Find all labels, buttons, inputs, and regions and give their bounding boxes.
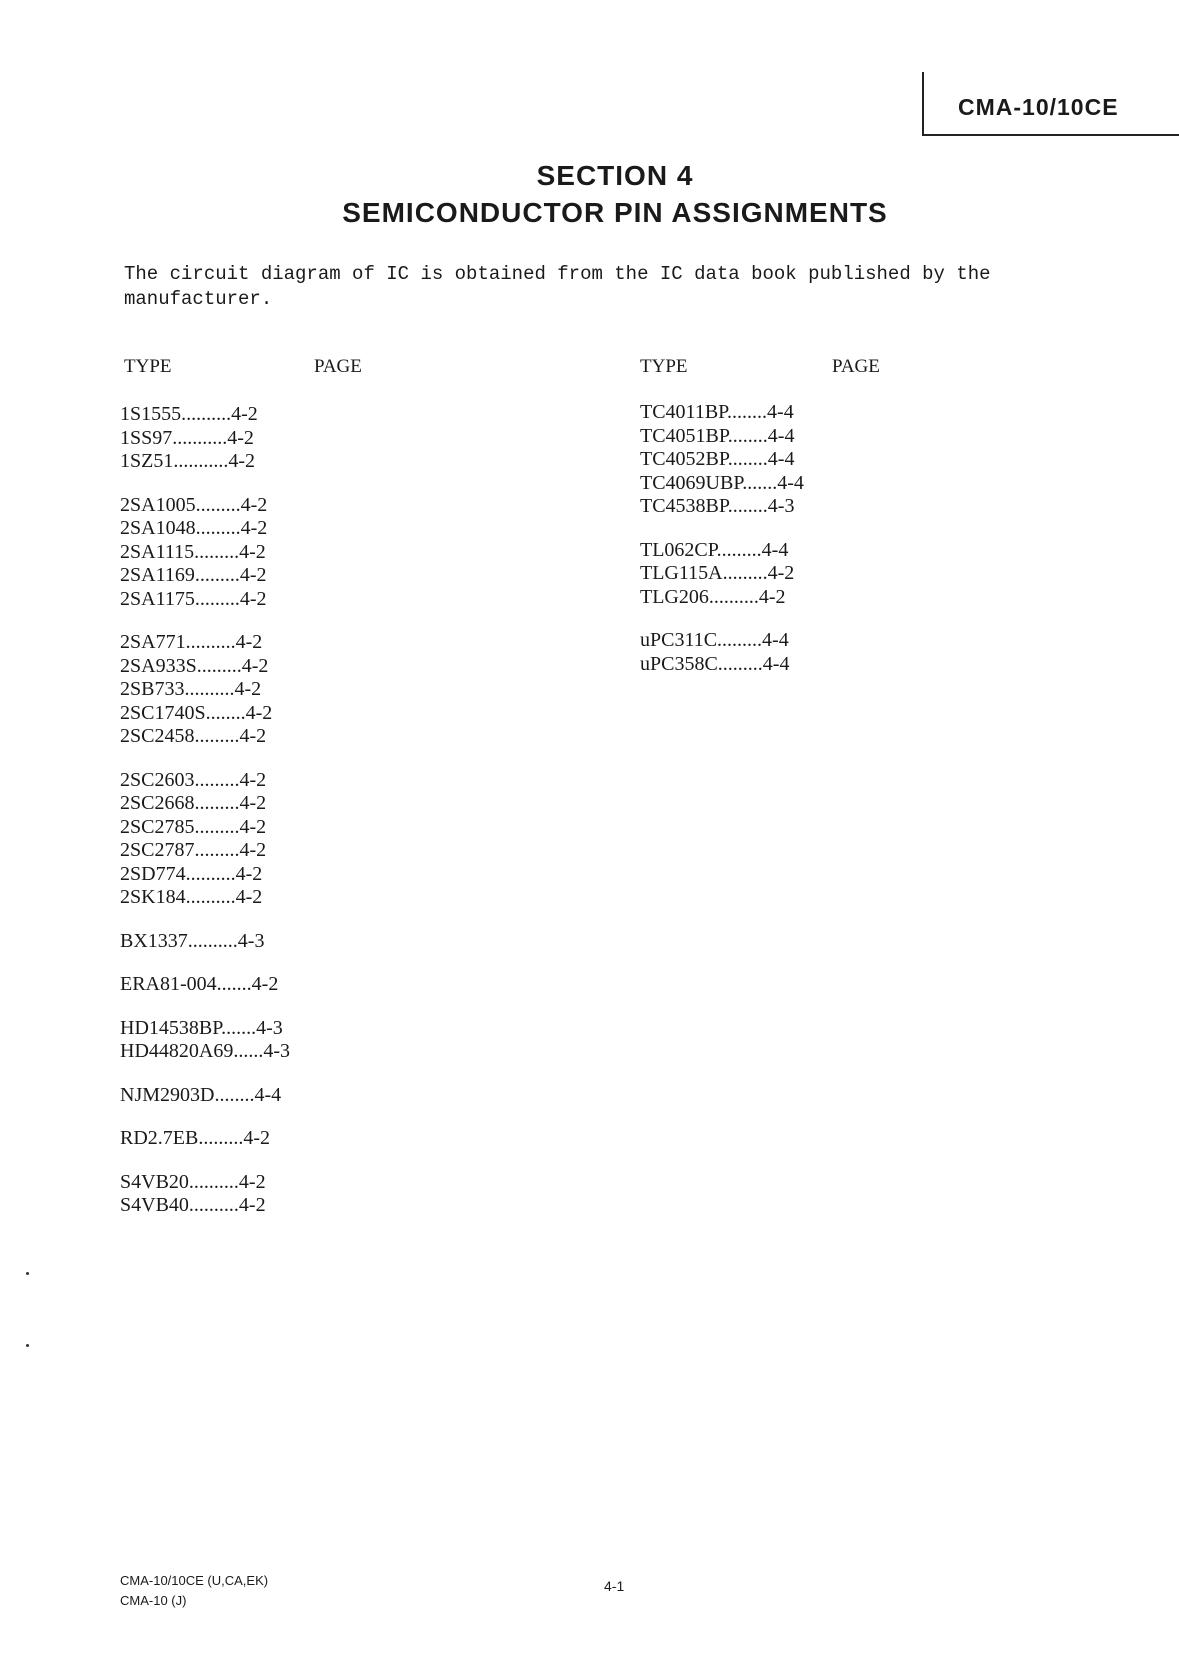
type-entry: TC4051BP........4-4 [640, 424, 795, 447]
type-entry: 2SA1169.........4-2 [120, 564, 267, 586]
right-page-header: PAGE [832, 356, 880, 377]
type-entry: 2SB733..........4-2 [120, 678, 262, 700]
type-entry: S4VB20..........4-2 [120, 1170, 266, 1193]
right-type-header: TYPE [640, 356, 688, 377]
type-group [120, 494, 290, 612]
left-page-header: PAGE [314, 356, 362, 377]
type-entry: 1S1555..........4-2 [120, 403, 258, 425]
left-type-list [120, 403, 290, 1238]
type-entry: 2SC2668.........4-2 [120, 792, 267, 814]
type-entry: TC4069UBP.......4-4 [640, 471, 804, 494]
type-entry: TL062CP.........4-4 [640, 538, 789, 561]
left-type-header: TYPE [124, 356, 172, 377]
type-group [120, 1171, 290, 1218]
type-entry: 2SA1048.........4-2 [120, 517, 268, 539]
scan-speck [26, 1344, 29, 1347]
type-group [120, 1017, 290, 1064]
type-entry: 2SA933S.........4-2 [120, 654, 269, 677]
type-group [120, 403, 290, 474]
type-entry: HD14538BP.......4-3 [120, 1016, 283, 1039]
type-entry: uPC311C.........4-4 [640, 629, 789, 651]
type-entry: 1SZ51...........4-2 [120, 450, 255, 472]
type-entry: TLG206..........4-2 [640, 585, 786, 608]
footer-models [120, 1571, 268, 1611]
type-entry: 2SA1005.........4-2 [120, 493, 268, 516]
type-group [120, 769, 290, 910]
type-entry: HD44820A69......4-3 [120, 1040, 290, 1062]
type-entry: S4VB40..........4-2 [120, 1194, 266, 1216]
type-entry: 2SC2458.........4-2 [120, 725, 267, 747]
model-header: CMA-10/10CE [958, 94, 1119, 120]
right-type-list [640, 401, 804, 696]
type-entry: ERA81-004.......4-2 [120, 973, 279, 995]
type-entry: 2SK184..........4-2 [120, 886, 263, 908]
type-group [120, 631, 290, 749]
type-entry: TLG115A.........4-2 [640, 562, 795, 584]
type-entry: BX1337..........4-3 [120, 929, 265, 952]
intro-paragraph: The circuit diagram of IC is obtained from the IC data book published by the manufacturer. [124, 263, 991, 310]
page-number: 4-1 [604, 1578, 625, 1594]
type-entry: TC4011BP........4-4 [640, 401, 794, 423]
type-entry: 1SS97...........4-2 [120, 426, 254, 449]
footer-model-line-1: CMA-10/10CE (U,CA,EK) [120, 1573, 269, 1588]
type-entry: 2SC2787.........4-2 [120, 839, 267, 861]
type-entry: 2SA771..........4-2 [120, 631, 263, 653]
type-group [640, 629, 804, 676]
type-entry: TC4538BP........4-3 [640, 495, 795, 517]
type-group [120, 973, 290, 997]
type-entry: 2SC2603.........4-2 [120, 768, 267, 791]
type-entry: 2SD774..........4-2 [120, 862, 263, 885]
type-entry: 2SA1115.........4-2 [120, 540, 266, 563]
type-entry: 2SA1175.........4-2 [120, 587, 267, 610]
section-number: SECTION 4 [536, 160, 694, 191]
type-group [640, 539, 804, 610]
type-entry: uPC358C.........4-4 [640, 652, 790, 675]
type-entry: TC4052BP........4-4 [640, 448, 795, 470]
type-entry: 2SC2785.........4-2 [120, 815, 267, 838]
type-group [120, 1127, 290, 1151]
section-title: SEMICONDUCTOR PIN ASSIGNMENTS [342, 197, 888, 228]
scan-speck [26, 1272, 29, 1275]
type-entry: NJM2903D........4-4 [120, 1083, 282, 1106]
type-group [120, 930, 290, 954]
type-entry: RD2.7EB.........4-2 [120, 1127, 270, 1149]
footer-model-line-2: CMA-10 (J) [120, 1593, 187, 1608]
type-entry: 2SC1740S........4-2 [120, 701, 273, 724]
type-group [640, 401, 804, 519]
type-group [120, 1084, 290, 1108]
